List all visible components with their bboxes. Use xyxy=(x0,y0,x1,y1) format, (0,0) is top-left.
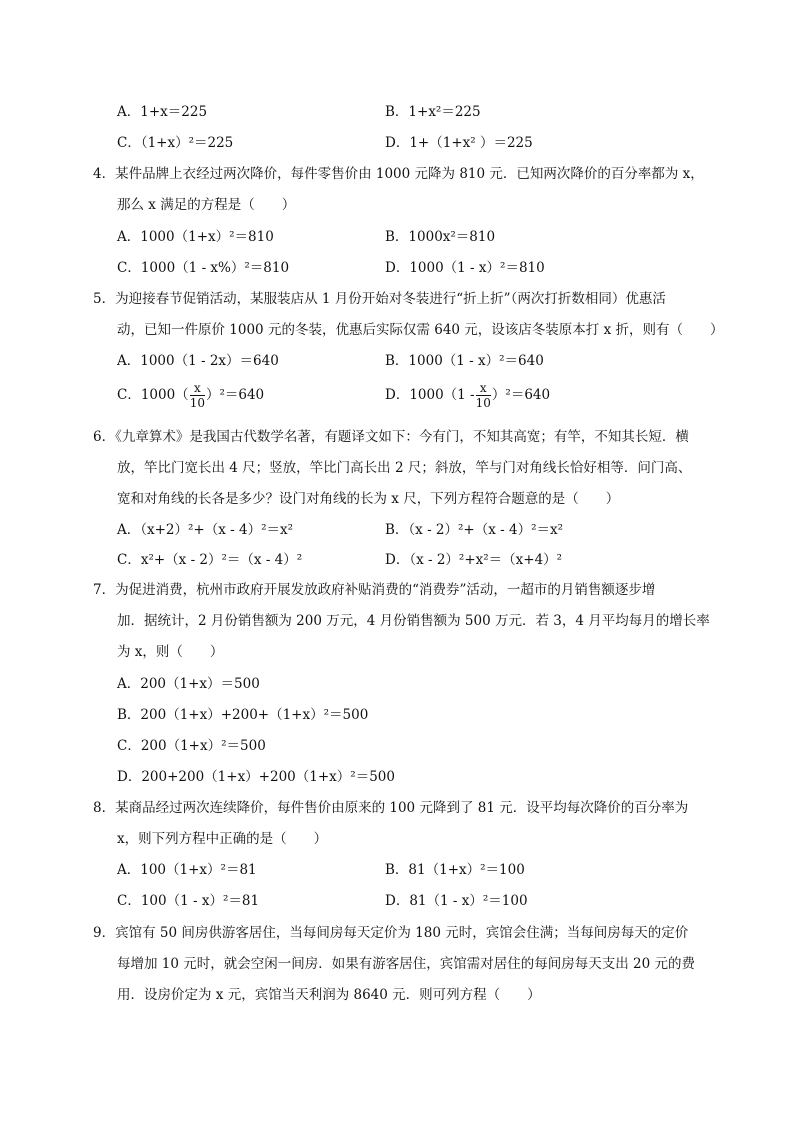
q5-stem-line1: 5．为迎接春节促销活动，某服装店从 1 月份开始对冬装进行“折上折”（两次打折数相同）优惠活 xyxy=(93,291,666,307)
q5-option-a: A．1000（1 - 2x）＝640 xyxy=(117,353,279,369)
q6-stem-line2: 放，竿比门宽长出 4 尺；竖放，竿比门高长出 2 尺；斜放，竿与门对角线长恰好相等．问门高、 xyxy=(117,460,692,476)
q4-option-d: D．1000（1 - x）²＝810 xyxy=(385,260,545,276)
q7-option-a: A．200（1+x）＝500 xyxy=(117,676,260,692)
q7-option-c: C．200（1+x）²＝500 xyxy=(117,738,266,754)
q6-stem-line1: 6．《九章算术》是我国古代数学名著，有题译文如下：今有门，不知其高宽；有竿，不知其长短．横 xyxy=(93,429,689,445)
q4-stem-line1: 4．某件品牌上衣经过两次降价，每件零售价由 1000 元降为 810 元．已知两次降价的百分率都为 x， xyxy=(93,166,704,182)
q7-stem-line2: 加．据统计，2 月份销售额为 200 万元，4 月份销售额为 500 万元．若 3，4 月平均每月的增长率 xyxy=(117,613,710,629)
q8-option-a: A．100（1+x）²＝81 xyxy=(117,862,257,878)
q6-option-b: B．（x - 2）²+（x - 4）²＝x² xyxy=(385,522,564,538)
q6-option-d: D．（x - 2）²+x²＝（x+4）² xyxy=(385,552,563,568)
q9-stem-line1: 9．宾馆有 50 间房供游客居住，当每间房每天定价为 180 元时，宾馆会住满；当每间房每天的定价 xyxy=(93,925,689,941)
q4-option-b: B．1000x²＝810 xyxy=(385,229,496,245)
q7-stem-line3: 为 x，则（ ） xyxy=(117,644,224,660)
q6-option-c: C．x²+（x - 2）²＝（x - 4）² xyxy=(117,552,303,568)
q4-option-a: A．1000（1+x）²＝810 xyxy=(117,229,274,245)
q6-stem-line3: 宽和对角线的长各是多少？设门对角线的长为 x 尺，下列方程符合题意的是（ ） xyxy=(117,491,620,507)
q9-stem-line2: 每增加 10 元时，就会空闲一间房．如果有游客居住，宾馆需对居住的每间房每天支出 20 元的费 xyxy=(117,956,696,972)
q8-stem-line1: 8．某商品经过两次连续降价，每件售价由原来的 100 元降到了 81 元．设平均每次降价的百分率为 xyxy=(93,800,689,816)
q8-option-d: D．81（1 - x）²＝100 xyxy=(385,893,528,909)
q6-option-a: A．（x+2）²+（x - 4）²＝x² xyxy=(117,522,294,538)
fraction: $\frac{x}{10}$ xyxy=(475,381,491,410)
q7-option-b: B．200（1+x）+200+（1+x）²＝500 xyxy=(117,707,369,723)
q5-option-b: B．1000（1 - x）²＝640 xyxy=(385,353,544,369)
q3-option-b: B．1+x²＝225 xyxy=(385,104,481,120)
q5-stem-line2: 动，已知一件原价 1000 元的冬装，优惠后实际仅需 640 元，设该店冬装原本打 x 折，则有（ ） xyxy=(117,322,724,338)
q3-option-d: D．1+（1+x² ）＝225 xyxy=(385,135,533,151)
q4-option-c: C．1000（1 - x%）²＝810 xyxy=(117,260,290,276)
q3-option-a: A．1+x＝225 xyxy=(117,104,208,120)
q7-option-d: D．200+200（1+x）+200（1+x）²＝500 xyxy=(117,769,395,785)
q5-option-c: C．1000（ $\frac{x}{10}$ ）²＝640 xyxy=(117,381,265,410)
fraction: $\frac{x}{10}$ xyxy=(189,381,205,410)
q8-option-b: B．81（1+x）²＝100 xyxy=(385,862,525,878)
q9-stem-line3: 用．设房价定为 x 元，宾馆当天利润为 8640 元．则可列方程（ ） xyxy=(117,987,541,1003)
q7-stem-line1: 7．为促进消费，杭州市政府开展发放政府补贴消费的“消费券”活动，一超市的月销售额逐步增 xyxy=(93,582,656,598)
q4-stem-line2: 那么 x 满足的方程是（ ） xyxy=(117,197,296,213)
q3-option-c: C．（1+x）²＝225 xyxy=(117,135,234,151)
q8-stem-line2: x，则下列方程中正确的是（ ） xyxy=(117,831,328,847)
q5-option-d: D．1000（1 - $\frac{x}{10}$ ）²＝640 xyxy=(385,381,551,410)
q8-option-c: C．100（1 - x）²＝81 xyxy=(117,893,260,909)
